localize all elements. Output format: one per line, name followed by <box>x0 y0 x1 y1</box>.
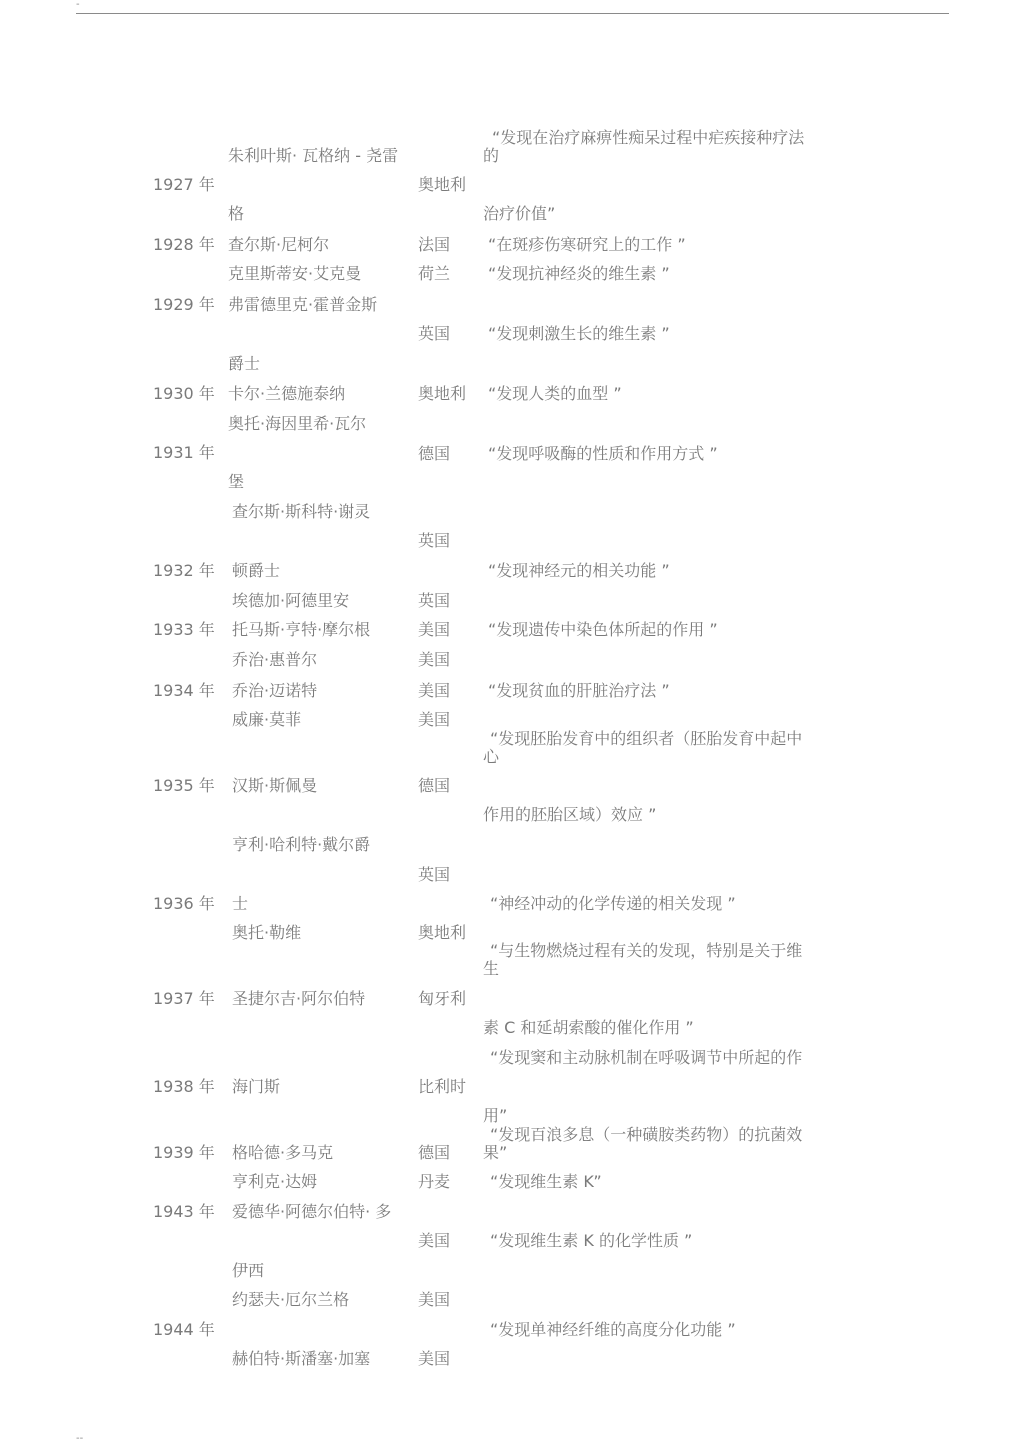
year-cell: 1933 年 <box>153 620 215 639</box>
achievement-text: “与生物燃烧过程有关的发现，特别是关于维 <box>490 941 803 960</box>
achievement-text: “发现胚胎发育中的组织者（胚胎发育中起中 <box>490 729 803 748</box>
country-cell: 美国 <box>418 710 451 729</box>
country-cell: 德国 <box>418 444 451 463</box>
country-cell: 比利时 <box>418 1077 467 1096</box>
achievement-text: “发现刺激生长的维生素 ” <box>488 324 670 343</box>
achievement-text: 用” <box>483 1106 508 1125</box>
country-cell: 德国 <box>418 1143 451 1162</box>
achievement-text: “发现遗传中染色体所起的作用 ” <box>488 620 718 639</box>
year-cell: 1928 年 <box>153 235 215 254</box>
laureate-name: 查尔斯·尼柯尔 <box>228 235 330 254</box>
laureate-name: 格哈德·多马克 <box>232 1143 334 1162</box>
achievement-text: “发现人类的血型 ” <box>488 384 622 403</box>
laureate-name: 威廉·莫菲 <box>232 710 302 729</box>
country-cell: 德国 <box>418 776 451 795</box>
laureate-name: 堡 <box>228 472 245 491</box>
year-cell: 1927 年 <box>153 175 215 194</box>
laureate-name: 克里斯蒂安·艾克曼 <box>228 264 362 283</box>
laureate-name: 埃德加·阿德里安 <box>232 591 350 610</box>
country-cell: 奥地利 <box>418 384 467 403</box>
achievement-text: “在斑疹伤寒研究上的工作 ” <box>488 235 686 254</box>
laureate-name: 格 <box>228 204 245 223</box>
achievement-text: “神经冲动的化学传递的相关发现 ” <box>490 894 736 913</box>
country-cell: 英国 <box>418 591 451 610</box>
laureate-name: 汉斯·斯佩曼 <box>232 776 318 795</box>
country-cell: 丹麦 <box>418 1172 451 1191</box>
country-cell: 法国 <box>418 235 451 254</box>
laureate-name: 约瑟夫·厄尔兰格 <box>232 1290 350 1309</box>
achievement-text: “发现抗神经炎的维生素 ” <box>488 264 670 283</box>
country-cell: 匈牙利 <box>418 989 467 1008</box>
year-cell: 1939 年 <box>153 1143 215 1162</box>
country-cell: 美国 <box>418 620 451 639</box>
laureate-name: 爱德华·阿德尔伯特· 多 <box>232 1202 392 1221</box>
achievement-text: “发现窦和主动脉机制在呼吸调节中所起的作 <box>490 1048 803 1067</box>
laureate-name: 乔治·迈诺特 <box>232 681 318 700</box>
achievement-text: 治疗价值” <box>483 204 556 223</box>
achievement-text: “发现维生素 K 的化学性质 ” <box>490 1231 693 1250</box>
achievement-text: “发现呼吸酶的性质和作用方式 ” <box>488 444 718 463</box>
laureate-name: 弗雷德里克·霍普金斯 <box>228 295 378 314</box>
year-cell: 1936 年 <box>153 894 215 913</box>
laureate-name: 亨利·哈利特·戴尔爵 <box>232 835 371 854</box>
achievement-text: “发现单神经纤维的高度分化功能 ” <box>490 1320 736 1339</box>
laureate-name: 朱利叶斯· 瓦格纳 - 尧雷 <box>228 146 399 165</box>
achievement-text: 作用的胚胎区域）效应 ” <box>483 805 657 824</box>
laureate-name: 顿爵士 <box>232 561 281 580</box>
header-rule <box>76 13 949 14</box>
header-mark: - <box>76 0 80 10</box>
year-cell: 1932 年 <box>153 561 215 580</box>
year-cell: 1930 年 <box>153 384 215 403</box>
country-cell: 美国 <box>418 1349 451 1368</box>
achievement-text: 素 C 和延胡索酸的催化作用 ” <box>483 1018 694 1037</box>
laureate-name: 士 <box>232 894 249 913</box>
country-cell: 美国 <box>418 1231 451 1250</box>
laureate-name: 赫伯特·斯潘塞·加塞 <box>232 1349 371 1368</box>
year-cell: 1944 年 <box>153 1320 215 1339</box>
laureate-name: 乔治·惠普尔 <box>232 650 318 669</box>
laureate-name: 海门斯 <box>232 1077 281 1096</box>
year-cell: 1929 年 <box>153 295 215 314</box>
achievement-text: “发现百浪多息（一种磺胺类药物）的抗菌效 <box>490 1125 803 1144</box>
achievement-text: 心 <box>483 747 500 766</box>
achievement-text: 果” <box>483 1143 508 1162</box>
year-cell: 1937 年 <box>153 989 215 1008</box>
achievement-text: “发现维生素 K” <box>490 1172 602 1191</box>
laureate-name: 奥托·勒维 <box>232 923 302 942</box>
achievement-text: “发现神经元的相关功能 ” <box>488 561 670 580</box>
achievement-text: “发现贫血的肝脏治疗法 ” <box>488 681 670 700</box>
year-cell: 1943 年 <box>153 1202 215 1221</box>
laureate-name: 奥托·海因里希·瓦尔 <box>228 414 367 433</box>
achievement-text: 生 <box>483 959 500 978</box>
country-cell: 奥地利 <box>418 175 467 194</box>
achievement-text: “发现在治疗麻痹性痴呆过程中疟疾接种疗法 <box>492 128 805 147</box>
footer-mark: -- <box>76 1433 84 1444</box>
laureate-name: 托马斯·亨特·摩尔根 <box>232 620 371 639</box>
year-cell: 1935 年 <box>153 776 215 795</box>
laureate-name: 亨利克·达姆 <box>232 1172 318 1191</box>
year-cell: 1934 年 <box>153 681 215 700</box>
country-cell: 荷兰 <box>418 264 451 283</box>
laureate-name: 卡尔·兰德施泰纳 <box>228 384 346 403</box>
country-cell: 英国 <box>418 324 451 343</box>
country-cell: 美国 <box>418 650 451 669</box>
country-cell: 英国 <box>418 531 451 550</box>
laureate-name: 爵士 <box>228 354 261 373</box>
achievement-text: 的 <box>483 146 500 165</box>
laureate-name: 伊西 <box>232 1261 265 1280</box>
country-cell: 奥地利 <box>418 923 467 942</box>
laureate-name: 圣捷尔吉·阿尔伯特 <box>232 989 366 1008</box>
year-cell: 1938 年 <box>153 1077 215 1096</box>
country-cell: 美国 <box>418 1290 451 1309</box>
country-cell: 英国 <box>418 865 451 884</box>
country-cell: 美国 <box>418 681 451 700</box>
year-cell: 1931 年 <box>153 443 215 462</box>
laureate-name: 查尔斯·斯科特·谢灵 <box>232 502 371 521</box>
